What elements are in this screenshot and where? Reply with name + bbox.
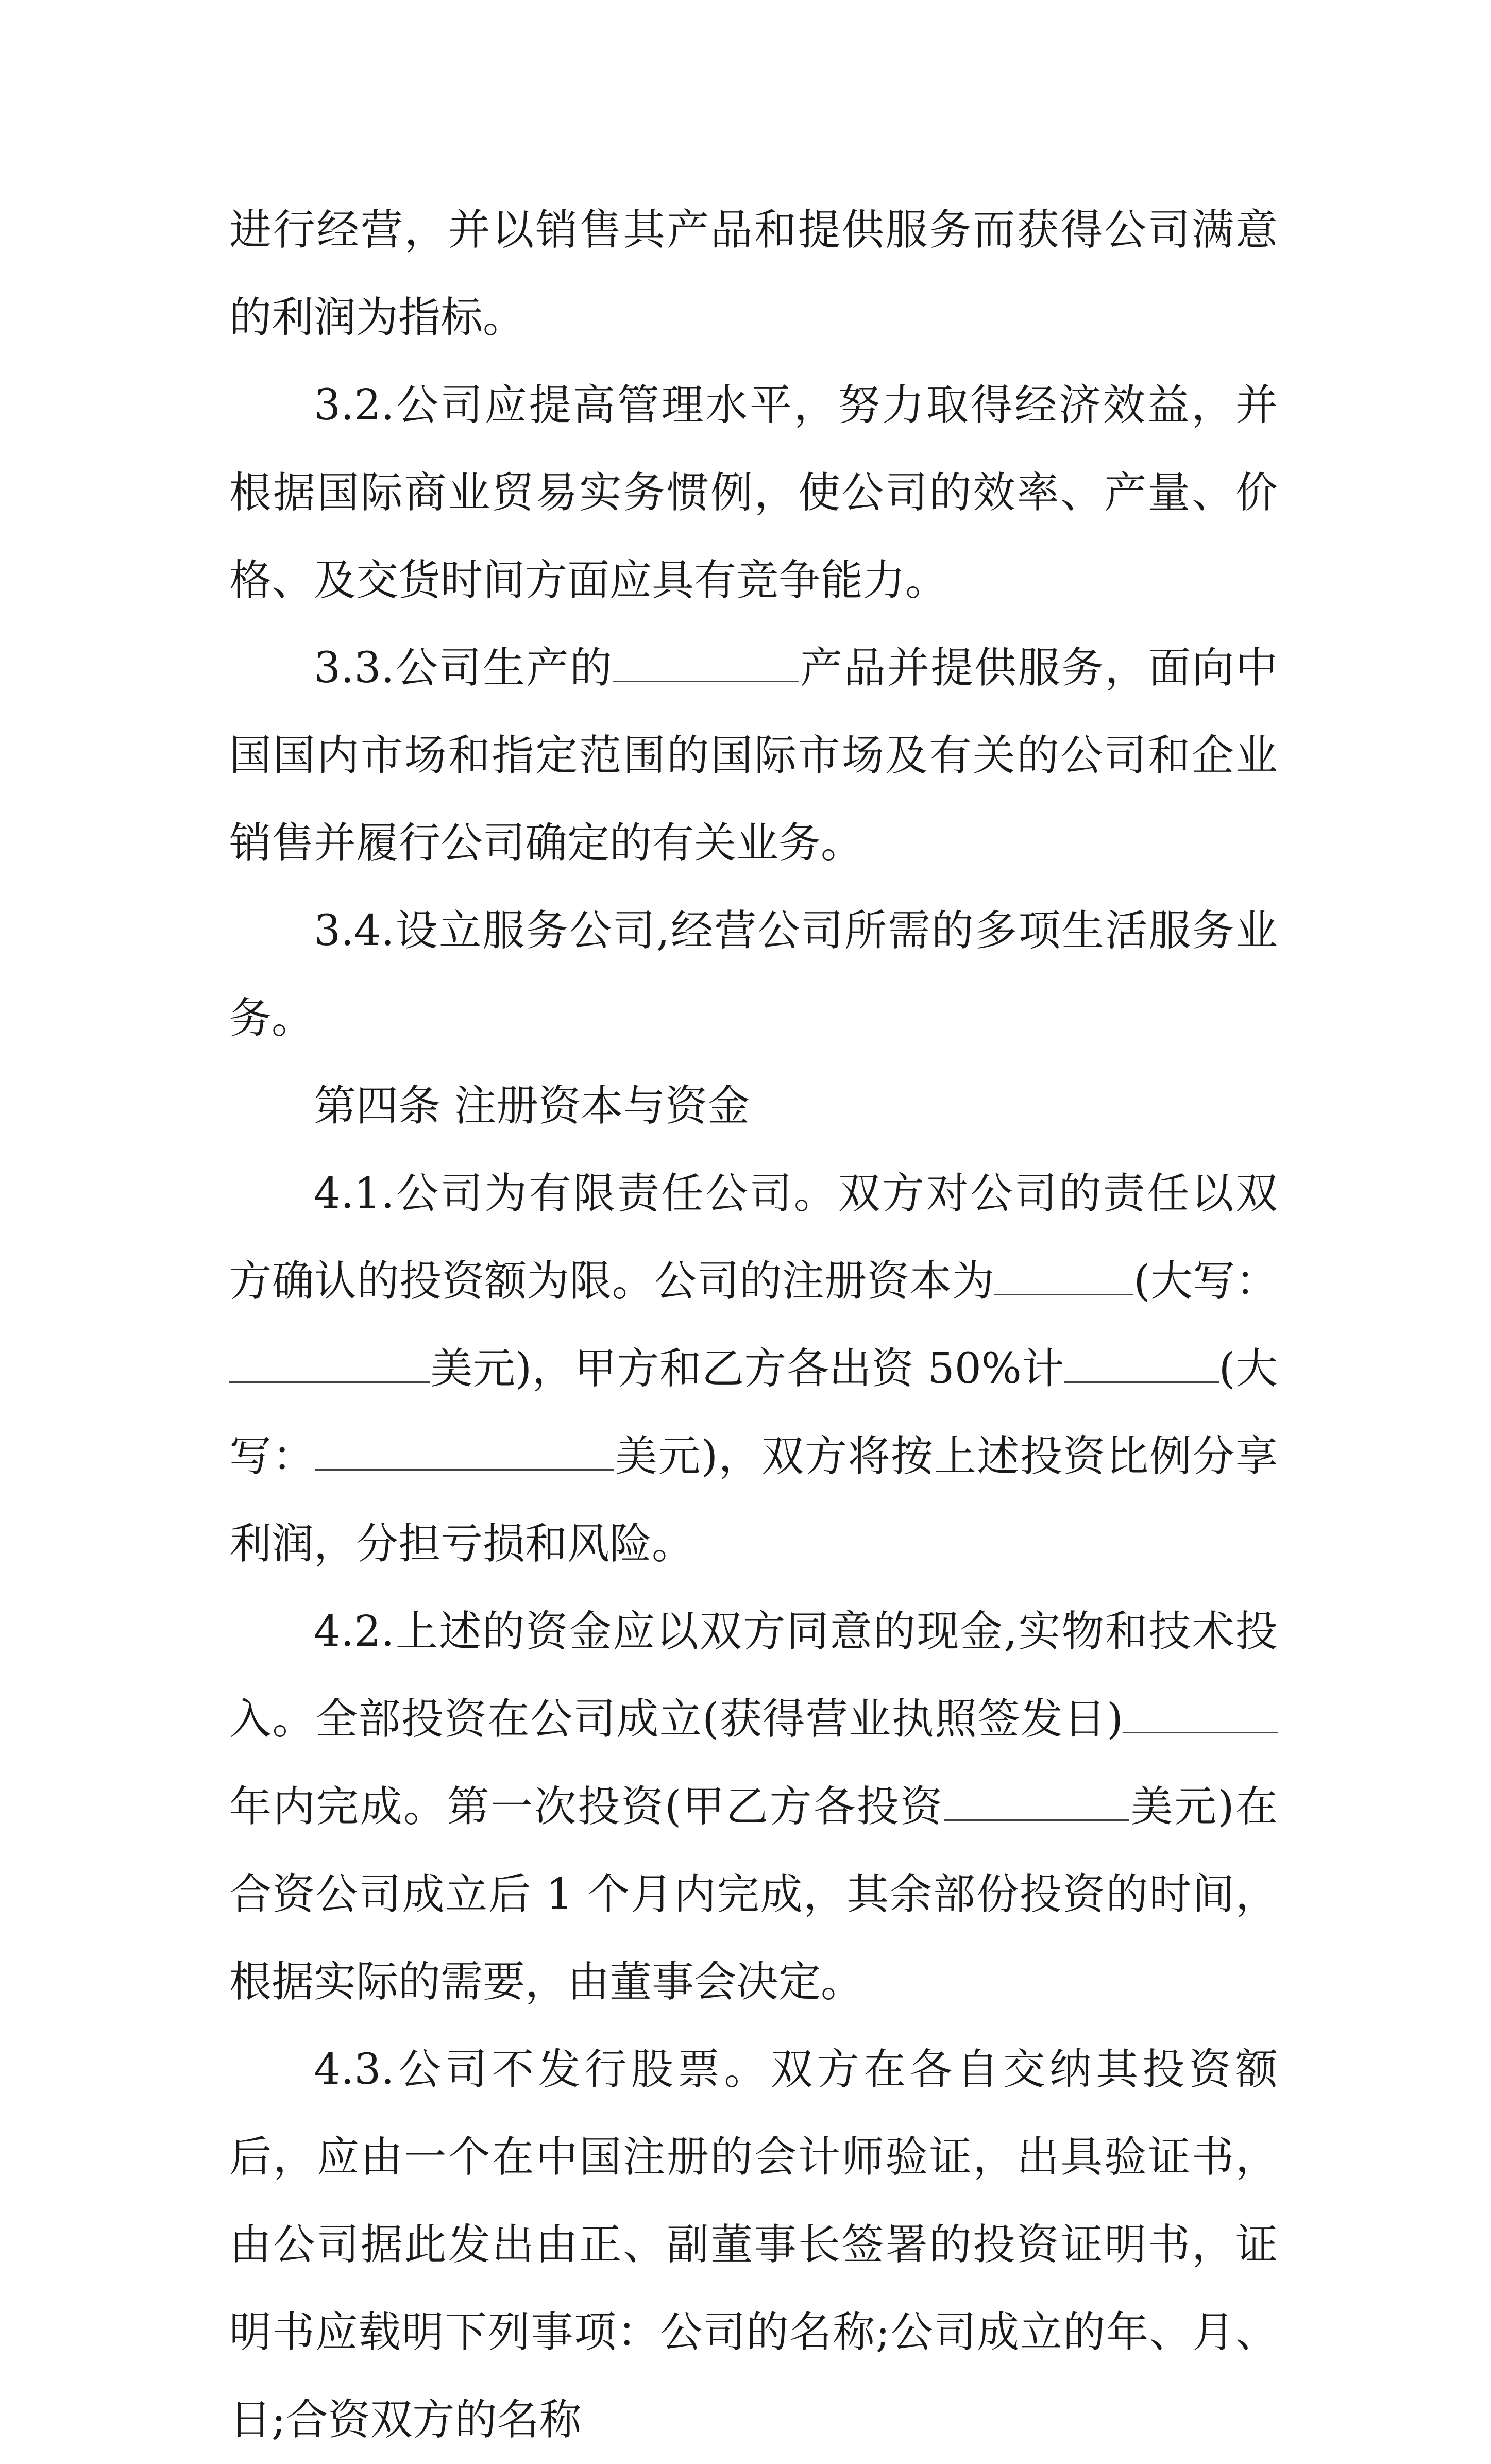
fill-in-blank <box>1123 1695 1278 1733</box>
fill-in-blank <box>229 1344 430 1383</box>
fill-in-blank <box>315 1432 614 1471</box>
clause-text: 年内完成。第一次投资(甲乙方各投资 <box>229 1782 944 1831</box>
fill-in-blank <box>1064 1344 1219 1383</box>
clause-4-1 <box>229 1150 1278 1588</box>
clause-4-3 <box>229 2026 1278 2464</box>
clause-4-2 <box>229 1588 1278 2026</box>
fill-in-blank <box>613 644 799 682</box>
clause-text: 3.2.公司应提高管理水平，努力取得经济效益，并根据国际商业贸易实务惯例，使公司的效率、产量、价格、及交货时间方面应具有竞争能力。 <box>229 381 1278 605</box>
clause-3-2 <box>229 362 1278 625</box>
clause-text: 美元)，双方将按上述投资比例分享利润，分担亏损和风险。 <box>229 1432 1278 1568</box>
clause-text: 美元)，甲方和乙方各出资 50%计 <box>430 1344 1064 1393</box>
clause-text: 产品并提供服务，面向中国国内市场和指定范围的国际市场及有关的公司和企业销售并履行公司确定的有关业务。 <box>229 644 1278 868</box>
clause-text: (大写： <box>1133 1257 1278 1306</box>
clause-text: (大写： <box>229 1344 1278 1481</box>
clause-text: 3.3.公司生产的 <box>314 644 614 693</box>
clause-text: 4.3.公司不发行股票。双方在各自交纳其投资额后，应由一个在中国注册的会计师验证，出具验证书，由公司据此发出由正、副董事长签署的投资证明书，证明书应载明下列事项：公司的名称;公司成立的年、月、日;合资双方的名称 <box>229 2045 1278 2444</box>
paragraph-3-1-continued <box>229 187 1278 362</box>
clause-text: 3.4.设立服务公司,经营公司所需的多项生活服务业务。 <box>229 906 1278 1043</box>
heading-text: 第四条 注册资本与资金 <box>314 1082 750 1130</box>
document-body <box>229 187 1278 2464</box>
article-4-heading <box>229 1062 1278 1150</box>
fill-in-blank <box>944 1782 1129 1821</box>
clause-3-3 <box>229 625 1278 887</box>
clause-text: 4.2.上述的资金应以双方同意的现金,实物和技术投入。全部投资在公司成立(获得营业执照签发日) <box>229 1607 1278 1744</box>
clause-3-4 <box>229 887 1278 1062</box>
clause-text: 美元)在合资公司成立后 1 个月内完成，其余部份投资的时间，根据实际的需要，由董事会决定。 <box>229 1782 1278 2006</box>
clause-text: 4.1.公司为有限责任公司。双方对公司的责任以双方确认的投资额为限。公司的注册资本为 <box>229 1169 1278 1306</box>
fill-in-blank <box>994 1257 1133 1295</box>
paragraph-text: 进行经营，并以销售其产品和提供服务而获得公司满意的利润为指标。 <box>229 206 1278 342</box>
